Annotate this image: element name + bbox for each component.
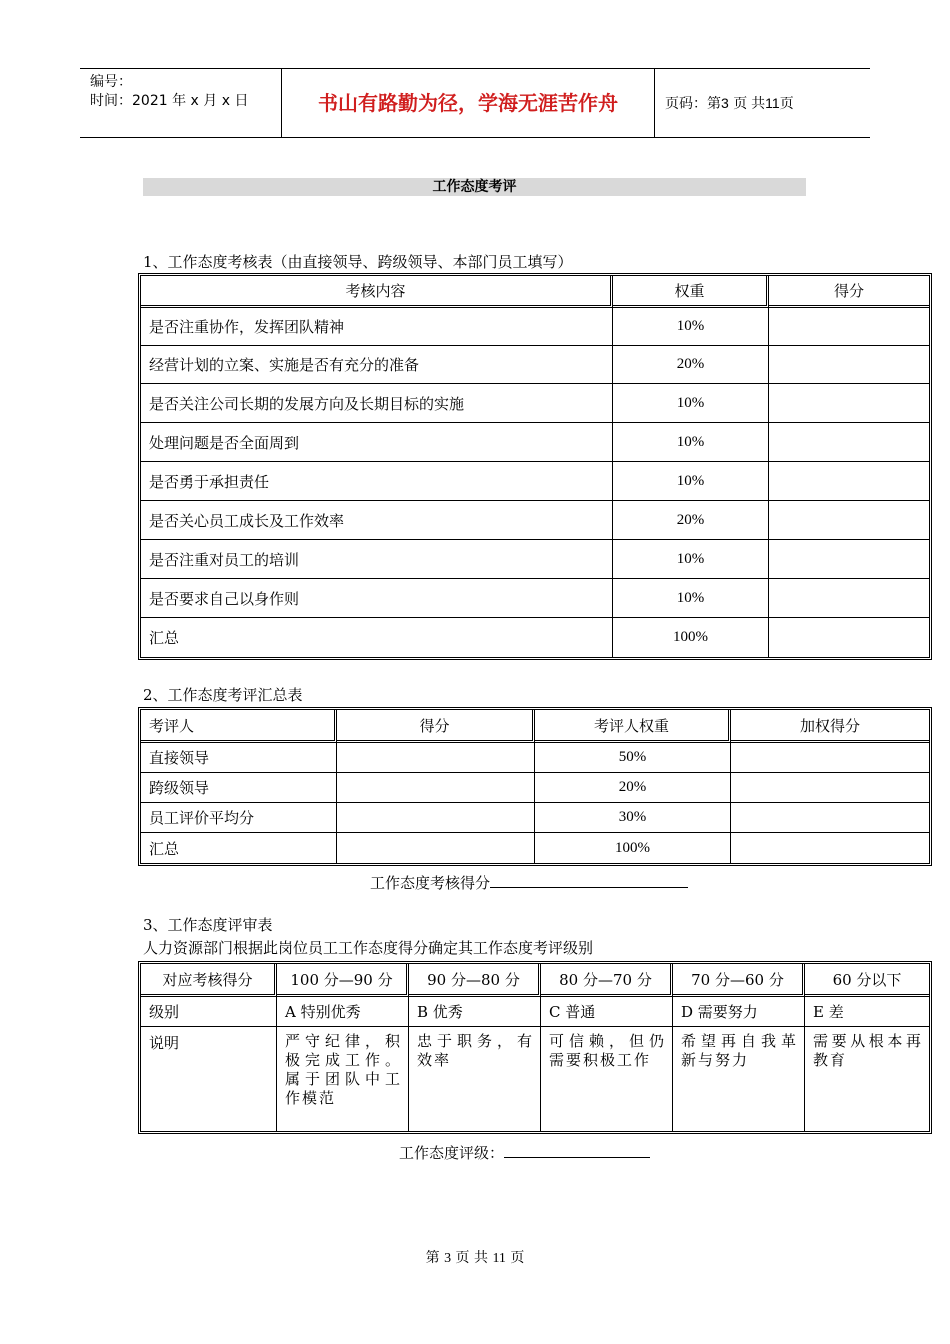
weight-cell: 20%: [535, 773, 731, 803]
assessment-item: 经营计划的立案、实施是否有充分的准备: [141, 346, 613, 384]
table-row: [141, 743, 929, 773]
rater-cell: 汇总: [141, 833, 337, 863]
weight-cell: 10%: [613, 308, 769, 346]
time-label: 时间：2021 年 x 月 x 日: [90, 93, 249, 109]
assessment-item: 是否注重对员工的培训: [141, 540, 613, 579]
weight-cell: 10%: [613, 579, 769, 618]
header-page-number: [665, 69, 794, 137]
column-header: 得分: [769, 276, 929, 308]
score-cell[interactable]: [769, 346, 929, 384]
score-cell[interactable]: [769, 540, 929, 579]
weight-cell: 10%: [613, 462, 769, 501]
level-label: 级别: [141, 997, 277, 1027]
column-header: 考评人权重: [535, 710, 731, 743]
column-header: 考核内容: [141, 276, 613, 308]
column-header: 70 分—60 分: [673, 964, 805, 997]
column-header: 加权得分: [731, 710, 929, 743]
column-header: 60 分以下: [805, 964, 929, 997]
description-cell: 忠于职务，有效率: [409, 1027, 541, 1131]
attitude-rating-blank[interactable]: [504, 1140, 650, 1158]
table-row: [141, 346, 929, 384]
level-row: [141, 997, 929, 1027]
number-label: 编号：: [90, 74, 132, 90]
rater-cell: 直接领导: [141, 743, 337, 773]
score-cell[interactable]: [769, 579, 929, 618]
level-cell: D 需要努力: [673, 997, 805, 1027]
level-cell: E 差: [805, 997, 929, 1027]
weighted-score-cell[interactable]: [731, 773, 929, 803]
column-header: 对应考核得分: [141, 964, 277, 997]
level-cell: B 优秀: [409, 997, 541, 1027]
header-divider: [654, 69, 655, 137]
assessment-item: 是否关心员工成长及工作效率: [141, 501, 613, 540]
weighted-score-cell[interactable]: [731, 833, 929, 863]
page-suffix: 页: [779, 95, 794, 111]
table-header-row: [141, 276, 929, 308]
page-header: [80, 68, 870, 138]
weight-cell: 10%: [613, 540, 769, 579]
table-row: [141, 308, 929, 346]
footer-current: 3: [444, 1251, 452, 1266]
section3-subheading: 人力资源部门根据此岗位员工工作态度得分确定其工作态度考评级别: [143, 939, 594, 957]
weight-cell: 10%: [613, 423, 769, 462]
section2-heading: 2、工作态度考评汇总表: [143, 686, 303, 704]
score-cell[interactable]: [337, 803, 535, 833]
weight-cell: 20%: [613, 501, 769, 540]
level-cell: C 普通: [541, 997, 673, 1027]
score-cell[interactable]: [769, 384, 929, 423]
attitude-assessment-table: [138, 273, 932, 660]
page-footer: [0, 1247, 950, 1267]
assessment-item: 是否要求自己以身作则: [141, 579, 613, 618]
page-current: 3: [721, 95, 729, 111]
column-header: 100 分—90 分: [277, 964, 409, 997]
score-cell[interactable]: [769, 462, 929, 501]
score-cell[interactable]: [769, 308, 929, 346]
header-info: [90, 73, 248, 111]
weight-cell: 30%: [535, 803, 731, 833]
description-cell: 希望再自我革新与努力: [673, 1027, 805, 1131]
score-cell[interactable]: [769, 501, 929, 540]
footer-middle: 页 共: [455, 1250, 488, 1266]
rater-cell: 员工评价平均分: [141, 803, 337, 833]
table-row: [141, 618, 929, 657]
attitude-score-line: [370, 870, 688, 893]
column-header: 80 分—70 分: [541, 964, 673, 997]
weight-cell: 20%: [613, 346, 769, 384]
table-row: [141, 501, 929, 540]
page-total: 11: [765, 95, 780, 111]
table-row: [141, 540, 929, 579]
weight-cell: 100%: [535, 833, 731, 863]
score-cell[interactable]: [337, 833, 535, 863]
table-row: [141, 833, 929, 863]
footer-prefix: 第: [425, 1250, 440, 1266]
attitude-rating-line: [399, 1140, 650, 1163]
assessment-item: 处理问题是否全面周到: [141, 423, 613, 462]
table-row: [141, 579, 929, 618]
table-header-row: [141, 710, 929, 743]
weight-cell: 10%: [613, 384, 769, 423]
table-header-row: [141, 964, 929, 997]
column-header: 90 分—80 分: [409, 964, 541, 997]
description-cell: 需要从根本再教育: [813, 1032, 923, 1069]
footer-total: 11: [492, 1251, 506, 1266]
description-cell: 可信赖，但仍需要积极工作: [541, 1027, 673, 1131]
score-cell[interactable]: [769, 618, 929, 657]
attitude-summary-table: [138, 707, 932, 866]
table-row: [141, 384, 929, 423]
document-title: 工作态度考评: [143, 178, 806, 196]
rater-cell: 跨级领导: [141, 773, 337, 803]
assessment-item: 汇总: [141, 618, 613, 657]
description-label: 说明: [141, 1027, 277, 1131]
weight-cell: 100%: [613, 618, 769, 657]
assessment-item: 是否关注公司长期的发展方向及长期目标的实施: [141, 384, 613, 423]
level-cell: A 特别优秀: [277, 997, 409, 1027]
column-header: 权重: [613, 276, 769, 308]
assessment-item: 是否注重协作，发挥团队精神: [141, 308, 613, 346]
section3-heading: 3、工作态度评审表: [143, 916, 273, 934]
footer-suffix: 页: [510, 1250, 525, 1266]
score-cell[interactable]: [769, 423, 929, 462]
weighted-score-cell[interactable]: [731, 743, 929, 773]
attitude-review-table: [138, 961, 932, 1134]
table-row: [141, 462, 929, 501]
page-middle: 页 共: [733, 95, 766, 111]
attitude-score-blank[interactable]: [490, 870, 688, 888]
column-header: 得分: [337, 710, 535, 743]
score-cell[interactable]: [337, 773, 535, 803]
description-cell: 严守纪律，积极完成工作。属于团队中工作模范: [277, 1027, 409, 1131]
section1-heading: 1、工作态度考核表（由直接领导、跨级领导、本部门员工填写）: [143, 253, 573, 271]
assessment-item: 是否勇于承担责任: [141, 462, 613, 501]
weight-cell: 50%: [535, 743, 731, 773]
page-prefix: 页码：第: [665, 95, 721, 111]
table-row: [141, 803, 929, 833]
attitude-score-label: 工作态度考核得分: [370, 874, 491, 892]
attitude-rating-label: 工作态度评级：: [399, 1144, 505, 1162]
table-row: [141, 773, 929, 803]
header-motto: 书山有路勤为径，学海无涯苦作舟: [318, 91, 618, 115]
description-row: [141, 1027, 929, 1131]
column-header: 考评人: [141, 710, 337, 743]
weighted-score-cell[interactable]: [731, 803, 929, 833]
score-cell[interactable]: [337, 743, 535, 773]
table-row: [141, 423, 929, 462]
